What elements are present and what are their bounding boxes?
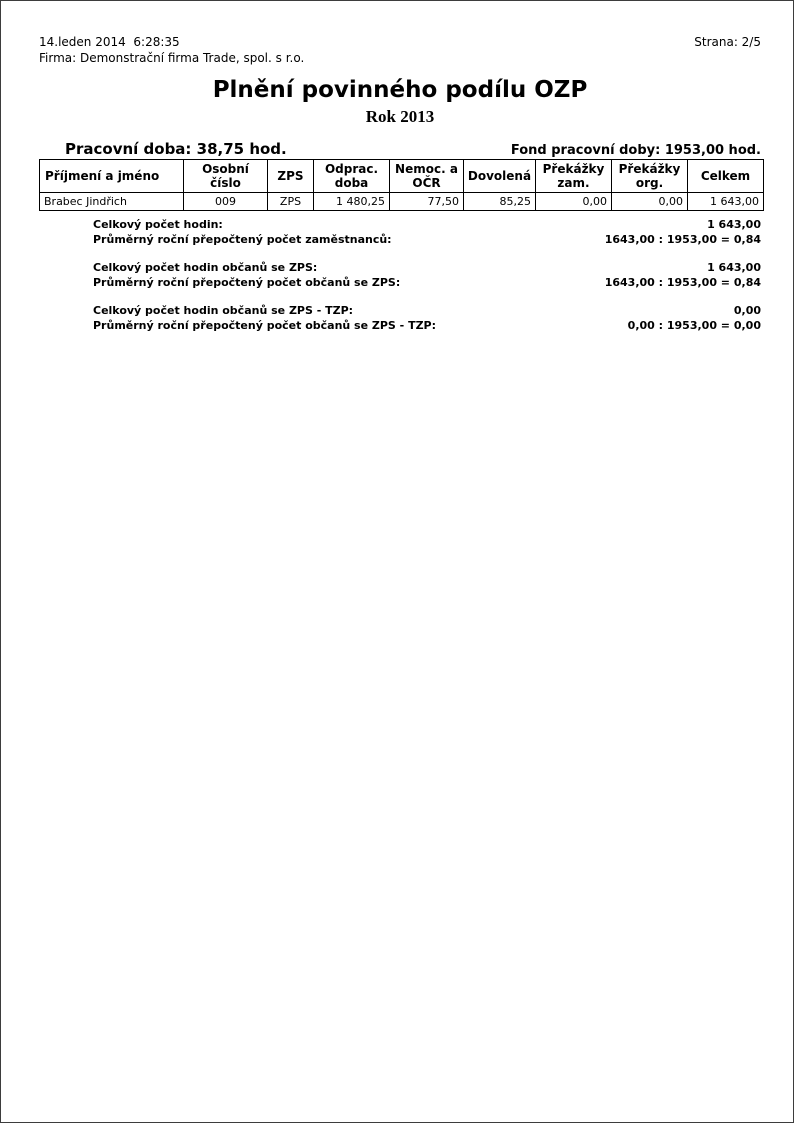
header-personal-number: Osobní číslo <box>184 160 268 193</box>
report-header <box>39 34 761 66</box>
employee-hours-table <box>39 159 764 211</box>
cell-personal-number: 009 <box>184 193 268 211</box>
cell-vacation: 85,25 <box>464 193 536 211</box>
summary-value: 1 643,00 <box>707 218 761 232</box>
cell-worked-hours: 1 480,25 <box>314 193 390 211</box>
header-worked-hours: Odprac. doba <box>314 160 390 193</box>
summary-line <box>93 232 761 247</box>
summary-group-zps-tzp <box>93 303 761 333</box>
report-subtitle: Rok 2013 <box>365 107 435 126</box>
report-header-left <box>39 34 304 66</box>
summary-label: Celkový počet hodin: <box>93 218 223 232</box>
report-datetime: 14.leden 2014 6:28:35 <box>39 35 180 49</box>
summary-line <box>93 260 761 275</box>
report-company: Firma: Demonstrační firma Trade, spol. s r.o. <box>39 51 305 65</box>
summary-line <box>93 303 761 318</box>
header-total: Celkem <box>688 160 764 193</box>
cell-obstacles-employee: 0,00 <box>536 193 612 211</box>
summary-label: Celkový počet hodin občanů se ZPS - TZP: <box>93 304 354 318</box>
summary-group-total <box>93 217 761 247</box>
cell-zps: ZPS <box>268 193 314 211</box>
fund-working-time-label: Fond pracovní doby: 1953,00 hod. <box>510 143 761 158</box>
summary-value: 0,00 <box>733 304 761 318</box>
summary-value: 0,00 : 1953,00 = 0,00 <box>627 319 761 333</box>
summary-label: Celkový počet hodin občanů se ZPS: <box>93 261 318 275</box>
summary-line <box>93 318 761 333</box>
summary-line <box>93 275 761 290</box>
header-obstacles-org: Překážky org. <box>612 160 688 193</box>
info-row <box>39 140 761 158</box>
report-title: Plnění povinného podílu OZP <box>212 77 588 103</box>
summary-label: Průměrný roční přepočtený počet občanů se ZPS: <box>93 276 401 290</box>
header-name: Příjmení a jméno <box>40 160 184 193</box>
summary-value: 1643,00 : 1953,00 = 0,84 <box>604 276 761 290</box>
cell-obstacles-org: 0,00 <box>612 193 688 211</box>
summary-label: Průměrný roční přepočtený počet zaměstnanců: <box>93 233 392 247</box>
summary-value: 1 643,00 <box>707 261 761 275</box>
table-row <box>40 193 764 211</box>
working-time-label: Pracovní doba: 38,75 hod. <box>65 140 287 158</box>
header-sickness: Nemoc. a OČR <box>390 160 464 193</box>
cell-total: 1 643,00 <box>688 193 764 211</box>
summary-group-zps <box>93 260 761 290</box>
summary-value: 1643,00 : 1953,00 = 0,84 <box>604 233 761 247</box>
header-obstacles-employee: Překážky zam. <box>536 160 612 193</box>
header-zps: ZPS <box>268 160 314 193</box>
summary-line <box>93 217 761 232</box>
report-content <box>1 1 793 333</box>
summary-label: Průměrný roční přepočtený počet občanů se ZPS - TZP: <box>93 319 437 333</box>
page-number: Strana: 2/5 <box>694 35 761 49</box>
cell-name: Brabec Jindřich <box>40 193 184 211</box>
cell-sickness: 77,50 <box>390 193 464 211</box>
summary-section <box>93 217 761 333</box>
header-vacation: Dovolená <box>464 160 536 193</box>
table-header-row <box>40 160 764 193</box>
